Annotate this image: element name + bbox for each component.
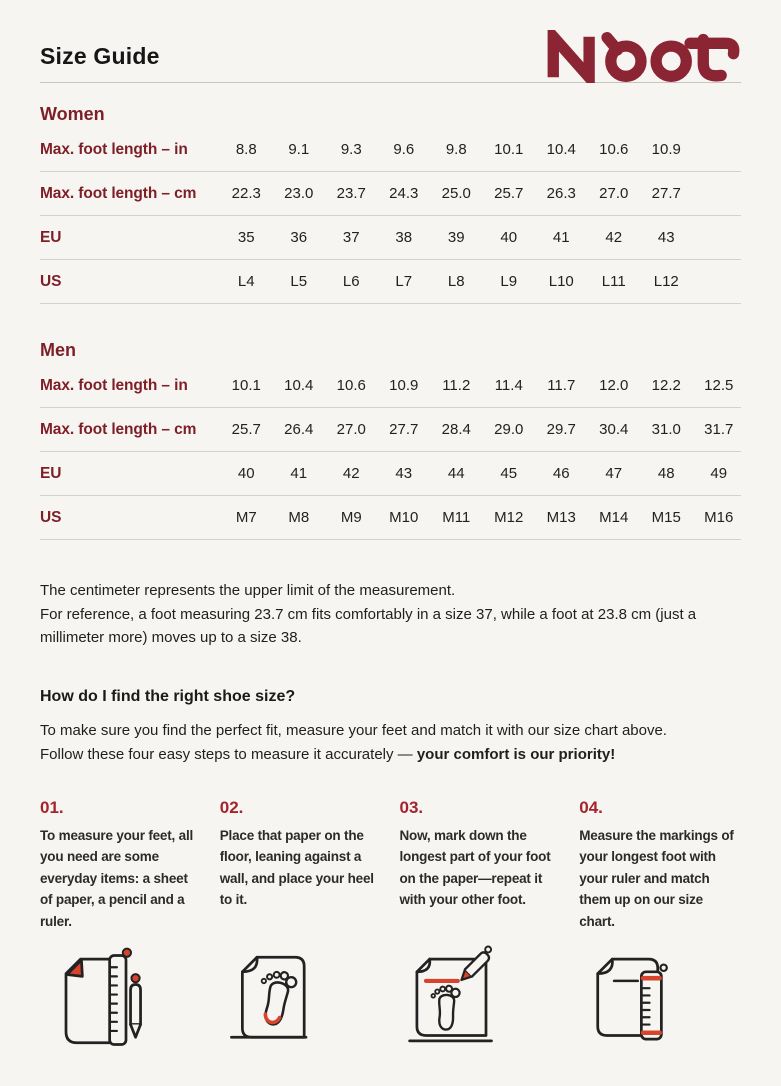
size-cell: 27.0 (336, 421, 366, 438)
size-cell: 48 (657, 465, 675, 482)
size-cell: L5 (290, 273, 308, 290)
size-cell: 11.7 (547, 377, 576, 394)
size-cell: 23.7 (336, 185, 366, 202)
size-cell: 28.4 (441, 421, 471, 438)
table-row (40, 496, 741, 540)
size-cell: 44 (447, 465, 465, 482)
size-cell: 10.9 (651, 141, 681, 158)
size-cell: 42 (342, 465, 360, 482)
size-cell: 10.9 (389, 377, 419, 394)
size-cell: 43 (395, 465, 413, 482)
size-cell: 41 (552, 229, 570, 246)
size-cell: M12 (494, 509, 524, 526)
row-label: EU (40, 228, 62, 246)
page-title: Size Guide (40, 42, 160, 69)
size-cell: 30.4 (599, 421, 629, 438)
note-line-2: For reference, a foot measuring 23.7 cm fits comfortably in a size 37, while a foot at 23.8 cm (just a millimeter more) moves up to a size 38. (40, 605, 697, 646)
size-cell: L11 (601, 273, 626, 290)
table-row (40, 216, 741, 260)
size-cell: 11.2 (442, 377, 471, 394)
step-3-text: Now, mark down the longest part of your foot on the paper—repeat it with your other foot. (399, 827, 551, 907)
size-cell: 36 (290, 229, 308, 246)
naot-logo (541, 30, 741, 83)
header (40, 0, 741, 82)
size-cell: 10.4 (546, 141, 576, 158)
how-to-bold-tail: your comfort is our priority! (416, 745, 616, 763)
size-cell: M11 (442, 509, 471, 526)
size-cell: 25.7 (231, 421, 261, 438)
size-cell: M16 (704, 509, 734, 526)
step-1-text: To measure your feet, all you need are some everyday items: a sheet of paper, a pencil and a ruler. (40, 827, 194, 929)
size-cell: 9.1 (288, 141, 310, 158)
size-cell: 39 (447, 229, 465, 246)
measure-with-ruler-icon (579, 944, 741, 1056)
size-cell: 23.0 (284, 185, 314, 202)
how-to-paragraph (40, 719, 700, 767)
size-cell: 42 (605, 229, 623, 246)
size-cell: L9 (500, 273, 518, 290)
size-cell: 43 (657, 229, 675, 246)
size-cell: 9.6 (393, 141, 415, 158)
size-cell: 35 (237, 229, 255, 246)
size-cell: 9.8 (445, 141, 467, 158)
size-cell: M9 (340, 509, 362, 526)
size-cell: 38 (395, 229, 413, 246)
size-cell: 10.4 (284, 377, 314, 394)
size-cell: M8 (288, 509, 310, 526)
steps-row (40, 798, 741, 933)
table-row (40, 128, 741, 172)
paper-heel-footprint-icon (220, 944, 382, 1056)
row-label: Max. foot length – cm (40, 420, 197, 438)
step-4-text: Measure the markings of your longest foot with your ruler and match them up on our size chart. (579, 827, 734, 929)
size-cell: 12.0 (599, 377, 629, 394)
how-to-heading: How do I find the right shoe size? (40, 687, 296, 705)
row-label: EU (40, 464, 62, 482)
size-cell: L10 (548, 273, 574, 290)
men-section-heading: Men (40, 340, 76, 360)
size-cell: M7 (235, 509, 257, 526)
how-to-body: To make sure you find the perfect fit, measure your feet and match it with our size chart above. Follow these four easy steps to measure it accurately — (40, 721, 667, 763)
step-3-number: 03. (399, 797, 424, 817)
size-cell: M13 (546, 509, 576, 526)
size-cell: 47 (605, 465, 623, 482)
size-cell: L7 (395, 273, 413, 290)
size-cell: 37 (342, 229, 360, 246)
size-cell: L12 (653, 273, 679, 290)
table-row (40, 452, 741, 496)
size-cell: 24.3 (389, 185, 419, 202)
row-label: US (40, 508, 62, 526)
paper-ruler-pencil-icon (40, 944, 202, 1056)
size-cell: 31.0 (651, 421, 681, 438)
size-cell: 26.3 (546, 185, 576, 202)
row-label: Max. foot length – in (40, 376, 188, 394)
size-cell: M14 (599, 509, 629, 526)
size-cell: 46 (552, 465, 570, 482)
size-cell: 10.1 (231, 377, 261, 394)
size-cell: 10.6 (336, 377, 366, 394)
size-cell: 26.4 (284, 421, 314, 438)
size-cell: L4 (237, 273, 255, 290)
mark-longest-toe-pencil-icon (400, 944, 562, 1056)
size-cell: 40 (237, 465, 255, 482)
women-size-table (40, 128, 741, 304)
step-4-number: 04. (579, 797, 603, 817)
size-cell: 25.7 (494, 185, 524, 202)
table-row (40, 364, 741, 408)
size-cell: 27.7 (389, 421, 419, 438)
size-cell: 40 (500, 229, 518, 246)
size-cell: 45 (500, 465, 518, 482)
size-cell: 8.8 (235, 141, 257, 158)
size-cell: 27.7 (651, 185, 681, 202)
step-1-number: 01. (40, 797, 64, 817)
size-cell: M10 (389, 509, 419, 526)
size-cell: 49 (710, 465, 728, 482)
size-cell: 27.0 (599, 185, 629, 202)
size-cell: 25.0 (441, 185, 471, 202)
table-row (40, 260, 741, 304)
size-cell: 12.2 (651, 377, 681, 394)
row-label: Max. foot length – cm (40, 184, 197, 202)
naot-logo-icon (541, 30, 741, 83)
step-1 (40, 798, 202, 933)
size-cell: M15 (651, 509, 681, 526)
size-cell: L8 (447, 273, 465, 290)
table-row (40, 408, 741, 452)
step-3 (400, 798, 562, 933)
row-label: US (40, 272, 62, 290)
size-cell: 11.4 (494, 377, 523, 394)
size-cell: L6 (342, 273, 360, 290)
size-cell: 31.7 (704, 421, 734, 438)
row-label: Max. foot length – in (40, 140, 188, 158)
size-cell: 22.3 (231, 185, 261, 202)
size-cell: 12.5 (704, 377, 734, 394)
table-row (40, 172, 741, 216)
size-cell: 29.7 (546, 421, 576, 438)
size-cell: 41 (290, 465, 308, 482)
step-icons-row (40, 944, 741, 1056)
size-cell: 10.6 (599, 141, 629, 158)
step-2 (220, 798, 382, 933)
note-line-1: The centimeter represents the upper limit of the measurement. (40, 582, 456, 599)
step-2-number: 02. (219, 797, 244, 817)
size-cell: 10.1 (494, 141, 524, 158)
size-cell: 9.3 (340, 141, 362, 158)
measurement-notes (40, 579, 730, 650)
men-size-table (40, 364, 741, 540)
step-4 (579, 798, 741, 933)
size-cell: 29.0 (494, 421, 524, 438)
step-2-text: Place that paper on the floor, leaning against a wall, and place your heel to it. (219, 827, 374, 907)
women-section-heading: Women (40, 104, 105, 124)
